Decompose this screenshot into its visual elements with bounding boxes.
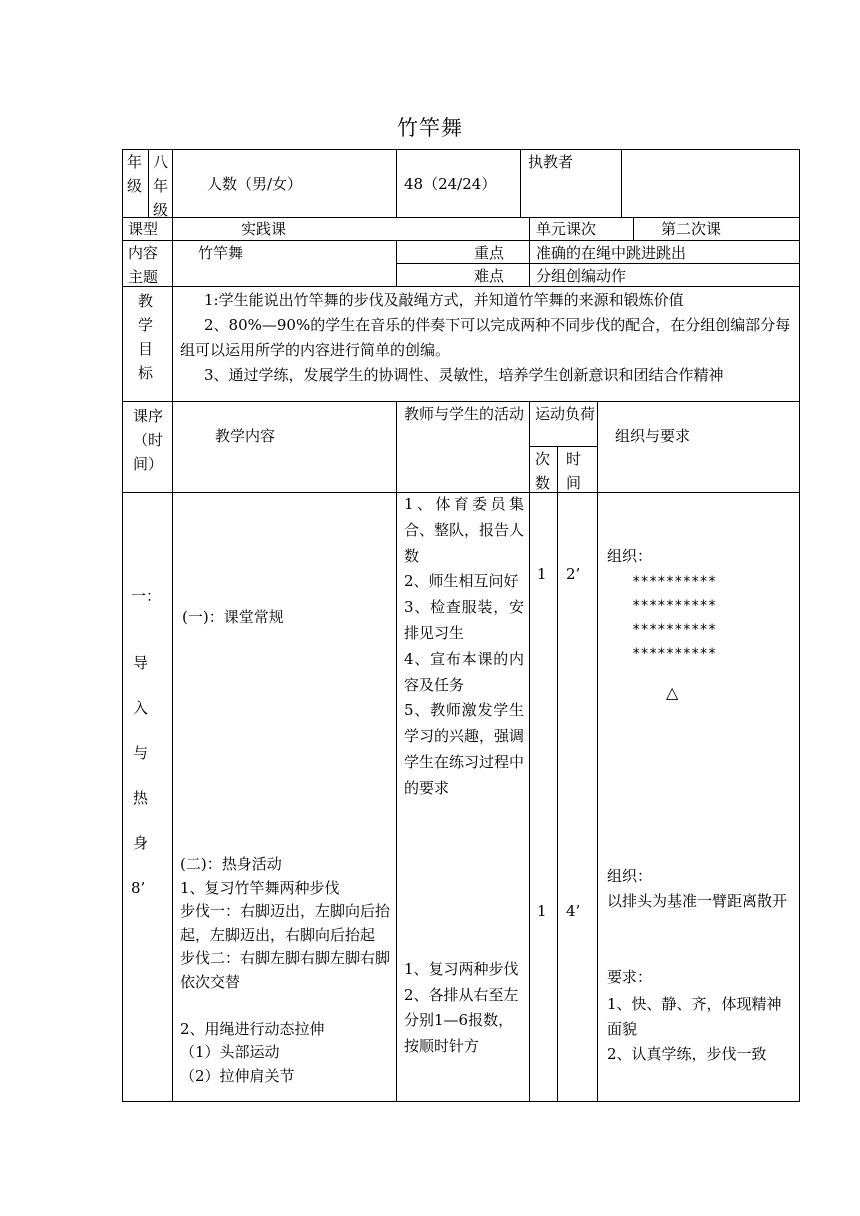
count-label: 人数（男/女） xyxy=(207,175,303,193)
count-value: 48（24/24） xyxy=(404,175,497,193)
sequence-line: 身 xyxy=(133,834,149,852)
topic-value: 竹竿舞 xyxy=(198,244,244,262)
sequence-line: 8’ xyxy=(131,879,146,897)
grade-value: 八年级 xyxy=(153,153,169,219)
content-line: 步伐二：右脚左脚右脚左脚右脚依次交替 xyxy=(180,949,391,991)
col-organization-header: 组织与要求 xyxy=(615,427,691,445)
grade-label: 年级 xyxy=(127,153,143,195)
times-value: 1 xyxy=(537,565,547,583)
content-line: 步伐一：右脚迈出，左脚向后抬起，左脚迈出，右脚向后抬起 xyxy=(180,902,391,944)
unit-label: 单元课次 xyxy=(536,220,597,238)
type-label: 课型 xyxy=(128,220,159,238)
formation-row: ********** xyxy=(632,574,717,590)
requirement-item: 1、快、静、齐，体现精神面貌 xyxy=(607,995,782,1038)
times-value: 1 xyxy=(537,902,547,920)
key-label: 重点 xyxy=(474,244,505,262)
sequence-line: 导 xyxy=(133,654,149,672)
activity-item: 5、教师激发学生学习的兴趣，强调学生在练习过程中的要求 xyxy=(404,701,525,797)
goal-item: 1:学生能说出竹竿舞的步伐及敲绳方式，并知道竹竿舞的来源和锻炼价值 xyxy=(204,291,684,309)
formation-row: ********** xyxy=(632,646,717,662)
activity-item: 4、宣布本课的内容及任务 xyxy=(404,649,524,694)
goals-label: 教学目标 xyxy=(138,292,154,382)
type-value: 实践课 xyxy=(241,220,287,238)
goal-item: 2、80%—90%的学生在音乐的伴奏下可以完成两种不同步伐的配合，在分组创编部分每组可以运用所学的内容进行简单的创编。 xyxy=(180,316,791,359)
difficulty-label: 难点 xyxy=(474,267,505,285)
content-line: 1、复习竹竿舞两种步伐 xyxy=(180,878,340,897)
org-text: 以排头为基准一臂距离散开 xyxy=(607,892,788,910)
page-title: 竹竿舞 xyxy=(397,116,463,140)
org-label: 组织： xyxy=(607,867,653,885)
content-line: （2）拉伸肩关节 xyxy=(180,1066,295,1085)
goals-list xyxy=(180,288,794,388)
duration-value: 2’ xyxy=(566,565,581,583)
teacher-position-icon: △ xyxy=(666,683,679,702)
activity-item: 2、各排从右至左分别1—6报数，按顺时针方 xyxy=(404,985,519,1055)
sequence-line: 热 xyxy=(133,789,149,807)
content-line xyxy=(180,994,392,1018)
content-line: (二)：热身活动 xyxy=(180,855,282,873)
requirement-list xyxy=(607,992,795,1067)
goal-item: 3、通过学练，发展学生的协调性、灵敏性，培养学生创新意识和团结合作精神 xyxy=(204,366,724,384)
unit-value: 第二次课 xyxy=(661,220,722,238)
col-load-header: 运动负荷 xyxy=(535,405,596,423)
formation-row: ********** xyxy=(632,622,717,638)
col-times-header: 次数 xyxy=(535,450,551,492)
content-line: （1）头部运动 xyxy=(180,1043,280,1061)
content-warmup xyxy=(180,853,392,1088)
formation-diagram xyxy=(632,570,716,666)
duration-value: 4’ xyxy=(566,902,581,920)
sequence-line: 一： xyxy=(131,587,162,605)
org-label: 组织： xyxy=(607,547,653,565)
activity-item: 1、复习两种步伐 xyxy=(404,960,519,978)
formation-row: ********** xyxy=(632,598,717,614)
requirement-label: 要求： xyxy=(607,968,653,986)
topic-label: 内容主题 xyxy=(128,244,159,286)
activity-item: 2、师生相互问好 xyxy=(404,572,519,591)
col-content-header: 教学内容 xyxy=(215,427,276,445)
content-line: 2、用绳进行动态拉伸 xyxy=(180,1019,325,1038)
col-sequence-header: 课序（时间） xyxy=(132,407,163,473)
teacher-label: 执教者 xyxy=(528,153,574,171)
sequence-line: 入 xyxy=(133,699,149,717)
sequence-line: 与 xyxy=(133,744,149,762)
key-value: 准确的在绳中跳进跳出 xyxy=(536,244,687,262)
activity-item: 3、检查服装，安排见习生 xyxy=(404,598,524,642)
activity-routine xyxy=(404,492,524,802)
col-activity-header: 教师与学生的活动 xyxy=(404,405,525,423)
col-duration-header: 时间 xyxy=(566,450,582,492)
activity-warmup xyxy=(404,957,524,1059)
difficulty-value: 分组创编动作 xyxy=(536,267,627,285)
requirement-item: 2、认真学练，步伐一致 xyxy=(607,1045,767,1063)
content-routine: (一)：课堂常规 xyxy=(182,608,284,626)
activity-item: 1、体育委员集合、整队，报告人数 xyxy=(404,495,525,565)
